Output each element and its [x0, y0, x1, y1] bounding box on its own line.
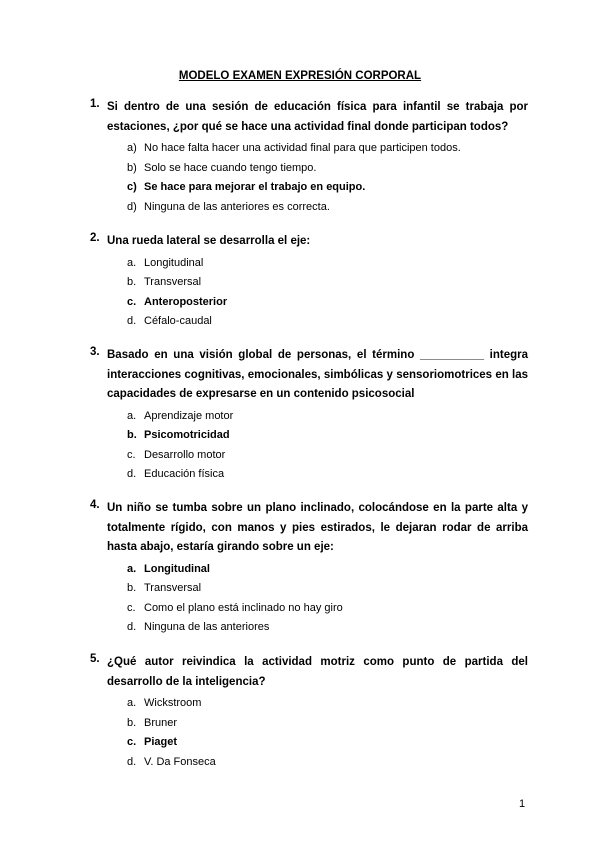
option-text: Bruner: [144, 716, 178, 729]
question-4: [90, 499, 528, 638]
option-text: Aprendizaje motor: [144, 409, 234, 422]
option-c: [90, 733, 528, 753]
option-a: [90, 407, 528, 427]
question-number: 2.: [90, 232, 100, 244]
option-d: [90, 753, 528, 773]
option-letter: d.: [127, 621, 137, 633]
question-5: [90, 653, 528, 772]
option-a: [90, 139, 528, 159]
option-list: [90, 560, 528, 638]
option-letter: a.: [127, 256, 137, 269]
option-a: [90, 694, 528, 714]
question-1: [90, 98, 528, 217]
option-d: [90, 465, 528, 485]
option-list: [90, 254, 528, 332]
option-letter: d.: [127, 468, 137, 480]
option-letter: a): [127, 142, 137, 154]
option-c: [90, 599, 528, 619]
option-text: Piaget: [144, 736, 178, 748]
question-number: 4.: [90, 499, 100, 511]
question-text: Si dentro de una sesión de educación física para infantil se trabaja por estaciones, ¿por qué se hace una actividad final donde participan todos?: [107, 101, 528, 133]
option-letter: c): [127, 181, 137, 193]
option-text: Psicomotricidad: [144, 429, 230, 441]
option-b: [90, 579, 528, 599]
option-text: Longitudinal: [144, 562, 210, 575]
option-c: [90, 446, 528, 466]
question-number: 1.: [90, 98, 100, 110]
option-d: [90, 312, 528, 332]
option-text: Longitudinal: [144, 256, 204, 269]
option-letter: d): [127, 200, 137, 213]
question-text: Basado en una visión global de personas, el término __________ integra interacciones cognitivas, emocionales, simbólicas y sensoriomotrices en las capacidades de expresarse en un contenido psicosocial: [107, 349, 528, 400]
question-2: [90, 232, 528, 332]
option-text: Wickstroom: [144, 697, 202, 709]
option-list: [90, 407, 528, 485]
option-letter: d.: [127, 755, 137, 768]
option-letter: b.: [127, 716, 137, 729]
question-3: [90, 346, 528, 485]
option-text: Se hace para mejorar el trabajo en equipo.: [144, 181, 366, 193]
option-c: [90, 178, 528, 198]
option-letter: a.: [127, 409, 137, 422]
option-text: No hace falta hacer una actividad final para que participen todos.: [144, 142, 461, 154]
option-text: Anteroposterior: [144, 295, 228, 308]
option-text: Desarrollo motor: [144, 448, 226, 461]
option-letter: b.: [127, 429, 137, 441]
option-text: Educación física: [144, 468, 225, 480]
option-text: Céfalo-caudal: [144, 315, 212, 327]
question-number: 3.: [90, 346, 100, 358]
option-text: Como el plano está inclinado no hay giro: [144, 601, 343, 614]
option-text: Ninguna de las anteriores es correcta.: [144, 200, 330, 213]
option-text: Transversal: [144, 276, 202, 288]
option-a: [90, 254, 528, 274]
option-list: [90, 694, 528, 772]
option-letter: c.: [127, 601, 136, 614]
option-letter: c.: [127, 448, 136, 461]
option-d: [90, 618, 528, 638]
option-letter: c.: [127, 295, 137, 308]
option-letter: b.: [127, 276, 137, 288]
option-letter: a.: [127, 562, 137, 575]
page-title: MODELO EXAMEN EXPRESIÓN CORPORAL: [178, 70, 422, 82]
option-b: [90, 159, 528, 179]
question-text: ¿Qué autor reivindica la actividad motriz como punto de partida del desarrollo de la inteligencia?: [107, 656, 528, 688]
question-text: Un niño se tumba sobre un plano inclinado, colocándose en la parte alta y totalmente rígido, con manos y pies estirados, le dejaran rodar de arriba hasta abajo, estaría girando sobre un eje:: [107, 502, 528, 553]
option-letter: d.: [127, 315, 137, 327]
option-text: Transversal: [144, 582, 202, 594]
option-letter: b.: [127, 582, 137, 594]
option-letter: b): [127, 161, 137, 174]
option-letter: a.: [127, 697, 137, 709]
option-list: [90, 139, 528, 217]
option-letter: c.: [127, 736, 137, 748]
question-text: Una rueda lateral se desarrolla el eje:: [107, 235, 311, 247]
option-b: [90, 273, 528, 293]
option-c: [90, 293, 528, 313]
option-a: [90, 560, 528, 580]
option-d: [90, 198, 528, 218]
option-text: Ninguna de las anteriores: [144, 621, 270, 633]
option-b: [90, 426, 528, 446]
option-text: V. Da Fonseca: [144, 755, 216, 768]
option-b: [90, 714, 528, 734]
question-number: 5.: [90, 653, 100, 665]
option-text: Solo se hace cuando tengo tiempo.: [144, 161, 317, 174]
page-number: 1: [519, 798, 526, 810]
